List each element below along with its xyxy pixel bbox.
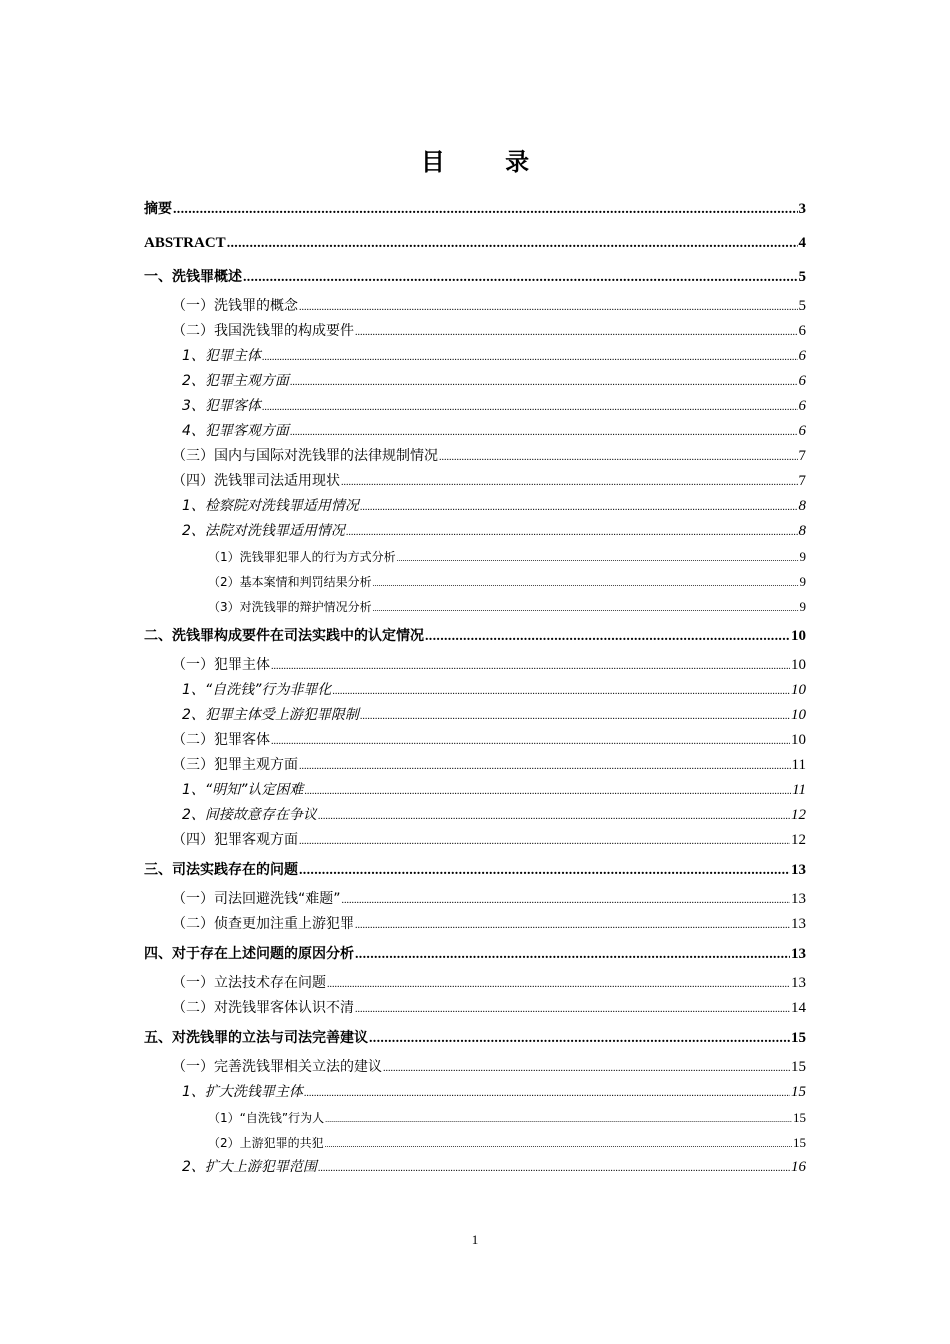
toc-entry-page-number: 8 [798,523,806,539]
dot-leader [299,829,790,853]
toc-entry-page-number: 9 [799,549,806,564]
toc-entry-label: 2、法院对洗钱罪适用情况 [182,523,345,539]
toc-entry-page-number: 5 [798,298,806,314]
toc-entry[interactable] [144,192,806,226]
toc-entry-label: （二）我国洗钱罪的构成要件 [172,323,354,339]
toc-entry[interactable] [144,594,806,619]
dot-leader [346,520,798,544]
toc-entry-label: 摘要 [144,201,172,217]
table-of-contents [144,192,806,1180]
dot-leader [369,1022,790,1055]
toc-entry-page-number: 13 [791,946,806,962]
toc-entry-page-number: 11 [792,782,806,798]
dot-leader [342,888,790,912]
toc-entry-label: 三、司法实践存在的问题 [144,862,298,878]
dot-leader [397,546,799,569]
toc-entry[interactable] [144,494,806,519]
toc-entry[interactable] [144,226,806,260]
toc-entry-page-number: 6 [798,423,806,439]
toc-entry-page-number: 7 [798,448,806,464]
toc-entry[interactable] [144,828,806,853]
dot-leader [360,704,790,728]
dot-leader [271,654,790,678]
toc-entry-label: 2、犯罪主观方面 [182,373,289,389]
toc-entry[interactable] [144,419,806,444]
toc-entry-label: （1）洗钱罪犯罪人的行为方式分析 [208,550,396,564]
toc-entry-page-number: 15 [793,1110,806,1125]
toc-entry-page-number: 10 [791,657,806,673]
toc-entry-page-number: 3 [798,201,806,217]
dot-leader [373,571,799,594]
dot-leader [304,779,791,803]
toc-entry-page-number: 15 [791,1059,806,1075]
toc-entry[interactable] [144,703,806,728]
toc-entry-page-number: 13 [791,916,806,932]
toc-entry[interactable] [144,619,806,653]
dot-leader [299,754,791,778]
toc-entry-page-number: 13 [791,891,806,907]
toc-entry-page-number: 15 [791,1030,806,1046]
toc-entry[interactable] [144,319,806,344]
toc-entry[interactable] [144,887,806,912]
dot-leader [425,620,790,653]
dot-leader [373,596,799,619]
toc-entry-page-number: 12 [791,832,806,848]
toc-entry-label: 3、犯罪客体 [182,398,261,414]
toc-entry-label: （1）“自洗钱”行为人 [208,1111,325,1125]
toc-entry[interactable] [144,544,806,569]
toc-entry-label: 2、间接故意存在争议 [182,807,317,823]
dot-leader [262,395,798,419]
dot-leader [304,1081,790,1105]
toc-entry[interactable] [144,469,806,494]
toc-entry-page-number: 5 [798,269,806,285]
toc-entry-page-number: 6 [798,398,806,414]
toc-entry[interactable] [144,853,806,887]
toc-entry-label: （二）犯罪客体 [172,732,270,748]
toc-entry-label: 1、“自洗钱”行为非罪化 [182,682,332,698]
dot-leader [262,345,798,369]
dot-leader [290,420,798,444]
toc-entry[interactable] [144,344,806,369]
toc-entry-label: （二）侦查更加注重上游犯罪 [172,916,354,932]
toc-entry-label: 四、对于存在上述问题的原因分析 [144,946,354,962]
toc-entry[interactable] [144,996,806,1021]
toc-entry[interactable] [144,1105,806,1130]
toc-entry-page-number: 11 [791,757,806,773]
toc-title: 目 录 [420,148,556,176]
toc-entry-page-number: 13 [791,975,806,991]
dot-leader [360,495,798,519]
toc-entry[interactable] [144,678,806,703]
toc-entry[interactable] [144,519,806,544]
toc-entry-label: （一）立法技术存在问题 [172,975,326,991]
toc-entry-page-number: 15 [793,1135,806,1150]
toc-entry-label: 2、犯罪主体受上游犯罪限制 [182,707,359,723]
toc-entry-label: 五、对洗钱罪的立法与司法完善建议 [144,1030,368,1046]
dot-leader [383,1056,790,1080]
toc-entry[interactable] [144,753,806,778]
dot-leader [341,470,798,494]
toc-entry[interactable] [144,937,806,971]
dot-leader [271,729,790,753]
dot-leader [355,938,790,971]
toc-entry-label: （一）犯罪主体 [172,657,270,673]
toc-entry-page-number: 16 [791,1159,806,1175]
toc-entry-label: （四）犯罪客观方面 [172,832,298,848]
toc-entry-page-number: 9 [799,599,806,614]
dot-leader [318,804,790,828]
toc-entry-label: 一、洗钱罪概述 [144,269,242,285]
toc-entry-page-number: 14 [791,1000,806,1016]
toc-entry-label: 4、犯罪客观方面 [182,423,289,439]
toc-entry[interactable] [144,1155,806,1180]
toc-entry-label: 1、扩大洗钱罪主体 [182,1084,303,1100]
dot-leader [299,295,798,319]
toc-entry[interactable] [144,912,806,937]
toc-entry-label: 2、扩大上游犯罪范围 [182,1159,317,1175]
dot-leader [355,913,790,937]
dot-leader [355,320,798,344]
toc-entry-label: 二、洗钱罪构成要件在司法实践中的认定情况 [144,628,424,644]
dot-leader [290,370,798,394]
toc-entry-label: （一）完善洗钱罪相关立法的建议 [172,1059,382,1075]
toc-entry[interactable] [144,394,806,419]
toc-entry-page-number: 10 [791,682,806,698]
toc-entry[interactable] [144,260,806,294]
dot-leader [173,193,798,226]
toc-entry-page-number: 10 [791,628,806,644]
toc-entry-page-number: 10 [791,707,806,723]
dot-leader [332,679,790,703]
toc-entry[interactable] [144,653,806,678]
toc-entry-page-number: 6 [798,348,806,364]
toc-entry-page-number: 15 [791,1084,806,1100]
toc-entry[interactable] [144,971,806,996]
dot-leader [318,1156,790,1180]
toc-entry[interactable] [144,369,806,394]
toc-entry-label: （四）洗钱罪司法适用现状 [172,473,340,489]
dot-leader [227,227,798,260]
dot-leader [299,854,790,887]
dot-leader [325,1107,792,1130]
toc-entry-label: 1、犯罪主体 [182,348,261,364]
toc-entry[interactable] [144,444,806,469]
toc-entry[interactable] [144,569,806,594]
toc-entry-label: ABSTRACT [144,235,226,251]
toc-entry[interactable] [144,1055,806,1080]
toc-entry-page-number: 7 [798,473,806,489]
toc-entry-label: （一）洗钱罪的概念 [172,298,298,314]
toc-entry[interactable] [144,1021,806,1055]
toc-entry-label: （三）国内与国际对洗钱罪的法律规制情况 [172,448,438,464]
toc-entry[interactable] [144,294,806,319]
toc-entry-label: （3）对洗钱罪的辩护情况分析 [208,600,372,614]
toc-entry-label: （三）犯罪主观方面 [172,757,298,773]
toc-entry-label: （2）基本案情和判罚结果分析 [208,575,372,589]
toc-entry-page-number: 13 [791,862,806,878]
toc-entry[interactable] [144,1080,806,1105]
toc-entry-page-number: 6 [798,373,806,389]
dot-leader [243,261,798,294]
toc-entry-page-number: 8 [798,498,806,514]
dot-leader [355,997,790,1021]
toc-entry-page-number: 4 [798,235,806,251]
toc-entry-page-number: 12 [791,807,806,823]
toc-entry[interactable] [144,1130,806,1155]
dot-leader [325,1132,792,1155]
toc-entry-label: 1、“明知”认定困难 [182,782,304,798]
toc-entry-label: （2）上游犯罪的共犯 [208,1136,324,1150]
toc-entry[interactable] [144,803,806,828]
toc-entry[interactable] [144,778,806,803]
dot-leader [439,445,798,469]
toc-entry-label: 1、检察院对洗钱罪适用情况 [182,498,359,514]
toc-entry-page-number: 6 [798,323,806,339]
toc-entry-label: （二）对洗钱罪客体认识不清 [172,1000,354,1016]
page-number: 1 [471,1232,479,1247]
toc-entry-page-number: 10 [791,732,806,748]
toc-entry-page-number: 9 [799,574,806,589]
toc-entry-label: （一）司法回避洗钱“难题” [172,891,341,907]
dot-leader [327,972,790,996]
toc-entry[interactable] [144,728,806,753]
